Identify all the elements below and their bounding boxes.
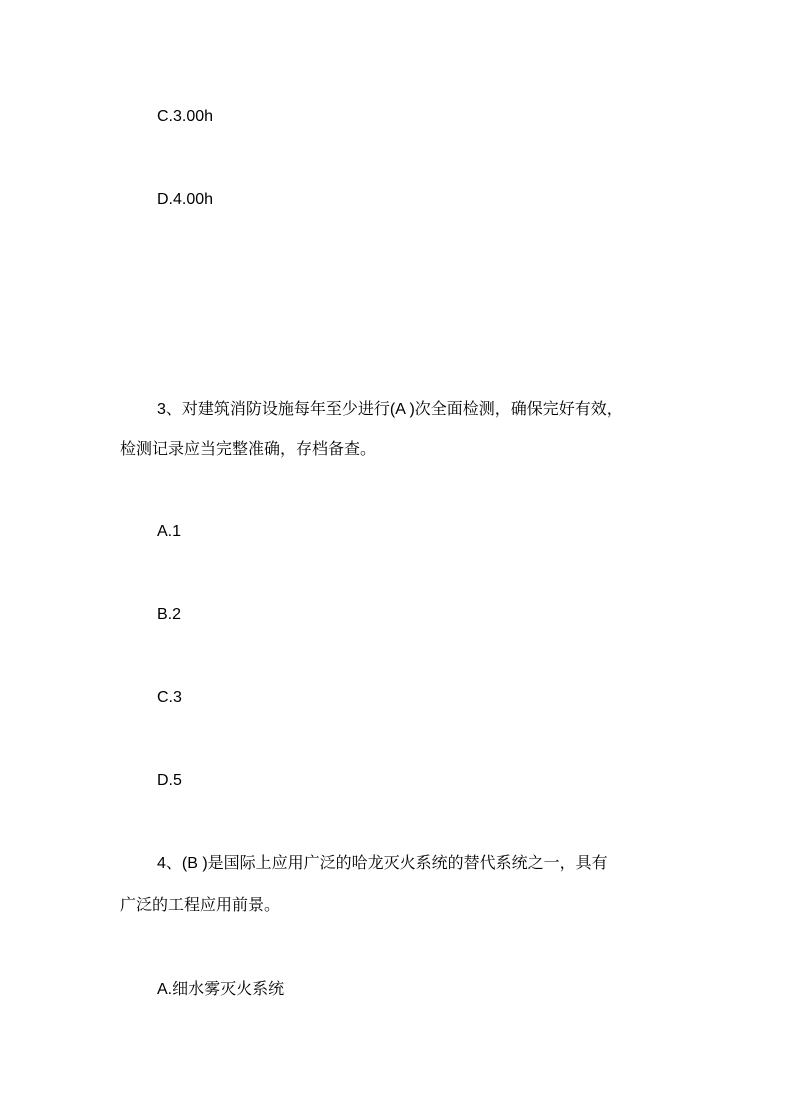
question-3-text-line-2: 检测记录应当完整准确，存档备查。 — [120, 441, 377, 458]
question-3-option-b: B.2 — [157, 606, 182, 623]
question-3-text-line-1: 3、对建筑消防设施每年至少进行(A )次全面检测，确保完好有效， — [157, 401, 623, 418]
question-4-text-line-1: 4、(B )是国际上应用广泛的哈龙灭火系统的替代系统之一，具有 — [157, 855, 608, 872]
question-4-text-line-2: 广泛的工程应用前景。 — [120, 897, 281, 914]
question-3-option-d: D.5 — [157, 772, 182, 789]
question-3-option-c: C.3 — [157, 689, 182, 706]
option-d-prev: D.4.00h — [157, 191, 214, 208]
option-c-prev: C.3.00h — [157, 108, 214, 125]
question-4-option-a: A.细水雾灭火系统 — [157, 981, 285, 998]
question-3-option-a: A.1 — [157, 523, 182, 540]
